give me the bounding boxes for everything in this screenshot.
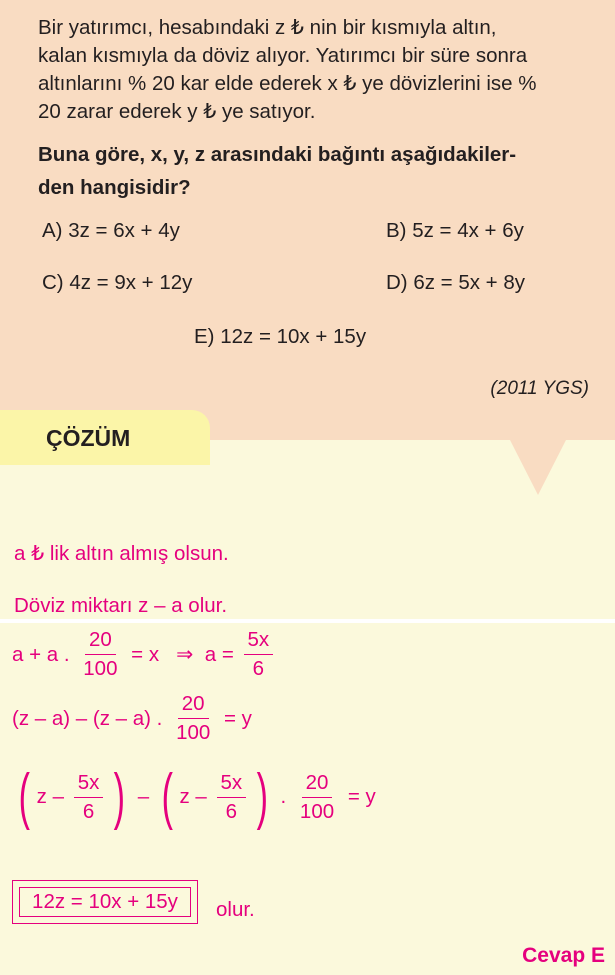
eq-text: z – [179, 785, 213, 808]
answer-label: Cevap E [522, 944, 605, 967]
open-paren: ( [18, 762, 31, 831]
question-line: kalan kısmıyla da döviz alıyor. Yatırımcı bir süre sonra [38, 44, 528, 67]
question-prompt-line: Buna göre, x, y, z arasındaki bağıntı aşağıdakiler- [38, 143, 517, 166]
question-prompt [38, 138, 604, 204]
close-paren: ) [256, 762, 269, 831]
equation-3 [12, 762, 376, 831]
denominator: 6 [252, 657, 265, 680]
open-paren: ( [161, 762, 173, 831]
numerator: 5x [244, 626, 274, 655]
eq-text: = y [218, 706, 252, 730]
divider [0, 619, 615, 623]
option-d[interactable]: D) 6z = 5x + 8y [386, 271, 526, 294]
question-pointer [510, 440, 566, 495]
question-source: (2011 YGS) [490, 378, 589, 399]
close-paren: ) [114, 762, 126, 831]
fraction [244, 626, 274, 683]
equation-1 [12, 626, 277, 683]
eq-text: = x ⇒ a = [125, 643, 240, 666]
denominator: 100 [176, 721, 211, 744]
denominator: 6 [225, 799, 238, 823]
eq-text: . [274, 785, 292, 808]
question-line: 20 zarar ederek y ₺ ye satıyor. [38, 100, 316, 123]
denominator: 100 [83, 657, 118, 680]
eq-text: (z – a) – (z – a) . [12, 706, 169, 730]
numerator: 5x [74, 769, 104, 798]
answer-suffix: olur. [216, 898, 255, 921]
question-prompt-line: den hangisidir? [38, 176, 191, 199]
numerator: 20 [178, 690, 209, 719]
solution-line-2: Döviz miktarı z – a olur. [14, 594, 228, 617]
answer-text: 12z = 10x + 15y [19, 887, 191, 917]
option-e[interactable]: E) 12z = 10x + 15y [194, 325, 367, 348]
fraction [79, 626, 121, 683]
solution-heading: ÇÖZÜM [46, 425, 131, 451]
answer-box [12, 880, 198, 924]
question-line: altınlarını % 20 kar elde ederek x ₺ ye dövizlerini ise % [38, 72, 537, 95]
numerator: 5x [217, 769, 247, 798]
denominator: 100 [299, 799, 335, 823]
option-b[interactable]: B) 5z = 4x + 6y [386, 219, 524, 242]
eq-text: a + a . [12, 642, 76, 666]
numerator: 20 [302, 769, 333, 798]
numerator: 20 [85, 626, 116, 655]
question-line: Bir yatırımcı, hesabındaki z ₺ nin bir kısmıyla altın, [38, 16, 497, 39]
fraction [74, 769, 104, 826]
fraction [172, 690, 214, 747]
equation-2 [12, 690, 252, 747]
eq-text: – [132, 785, 155, 808]
fraction [296, 769, 338, 826]
solution-line-1: a ₺ lik altın almış olsun. [14, 542, 229, 565]
question-text [38, 14, 604, 126]
option-a[interactable]: A) 3z = 6x + 4y [42, 219, 180, 242]
eq-text: z – [36, 785, 70, 808]
denominator: 6 [82, 799, 95, 823]
eq-text: = y [342, 785, 376, 808]
option-c[interactable]: C) 4z = 9x + 12y [42, 271, 193, 294]
fraction [217, 769, 247, 826]
